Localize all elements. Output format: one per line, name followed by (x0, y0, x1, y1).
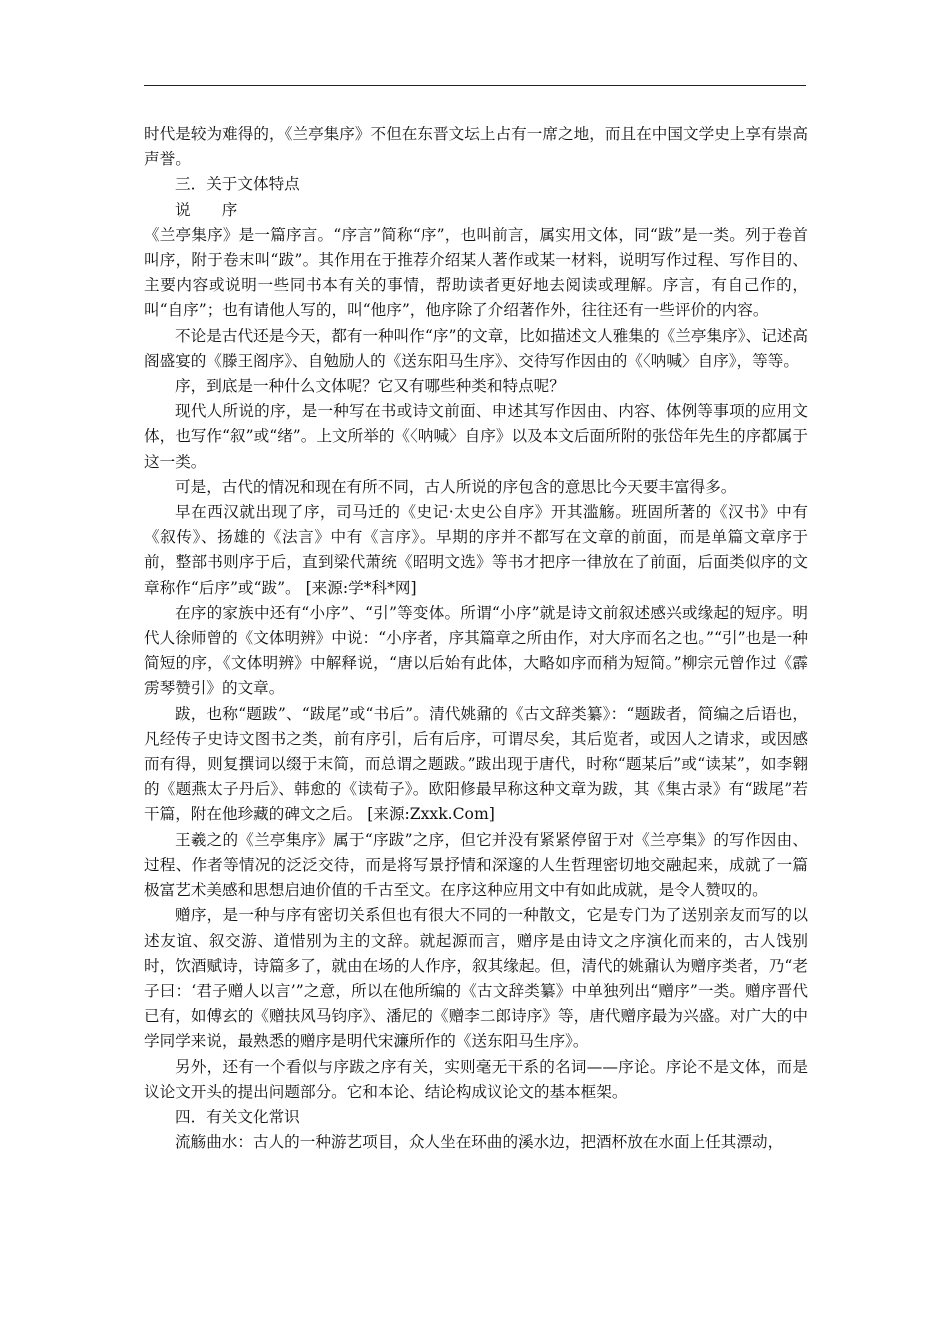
paragraph: 在序的家族中还有“小序”、“引”等变体。所谓“小序”就是诗文前叙述感兴或缘起的短序。明代人徐师曾的《文体明辨》中说：“小序者，序其篇章之所由作，对大序而名之也。”“引”也是一种简短的序，《文体明辨》中解释说，“唐以后始有此体，大略如序而稍为短简。”柳宗元曾作过《霹雳琴赞引》的文章。 (144, 603, 808, 698)
paragraph: 跋，也称“题跋”、“跋尾”或“书后”。清代姚鼐的《古文辞类纂》：“题跋者，简编之后语也，凡经传子史诗文图书之类，前有序引，后有后序，可谓尽矣，其后览者，或因人之请求，或因感而有得，则复撰词以缀于末简，而总谓之题跋。”跋出现于唐代，时称“题某后”或“读某”，如李翱的《题燕太子丹后》、韩愈的《读荀子》。欧阳修最早称这种文章为跋，其《集古录》有“跋尾”若干篇，附在他珍藏的碑文之后。 [来源:Zxxk.Com] (144, 704, 808, 824)
paragraph: 《兰亭集序》是一篇序言。“序言”简称“序”，也叫前言，属实用文体，同“跋”是一类。列于卷首叫序，附于卷末叫“跋”。其作用在于推荐介绍某人著作或某一材料，说明写作过程、写作目的、主要内容或说明一些同书本有关的事情，帮助读者更好地去阅读或理解。序言，有自己作的，叫“自序”；也有请他人写的，叫“他序”，他序除了介绍著作外，往往还有一些评价的内容。 (144, 225, 808, 320)
section-heading: 三．关于文体特点 (175, 175, 300, 194)
paragraph: 现代人所说的序，是一种写在书或诗文前面、申述其写作因由、内容、体例等事项的应用文体，也写作“叙”或“绪”。上文所举的《〈呐喊〉自序》以及本文后面所附的张岱年先生的序都属于这一类。 (144, 402, 808, 471)
paragraph: 序，到底是一种什么文体呢？它又有哪些种类和特点呢？ (175, 377, 565, 396)
paragraph: 早在西汉就出现了序，司马迁的《史记·太史公自序》开其滥觞。班固所著的《汉书》中有《叙传》、扬雄的《法言》中有《言序》。早期的序并不都写在文章的前面，而是单篇文章序于前，整部书则序于后，直到梁代萧统《昭明文选》等书才把序一律放在了前面，后面类似序的文章称作“后序”或“跋”。 [来源:学*科*网] (144, 503, 808, 597)
paragraph: 不论是古代还是今天，都有一种叫作“序”的文章，比如描述文人雅集的《兰亭集序》、记述高阁盛宴的《滕王阁序》、自勉励人的《送东阳马生序》、交待写作因由的《〈呐喊〉自序》，等等。 (144, 326, 808, 370)
paragraph: 时代是较为难得的，《兰亭集序》不但在东晋文坛上占有一席之地，而且在中国文学史上享有崇高声誉。 (144, 125, 808, 169)
document-body (144, 122, 808, 1155)
paragraph: 王羲之的《兰亭集序》属于“序跋”之序，但它并没有紧紧停留于对《兰亭集》的写作因由、过程、作者等情况的泛泛交待，而是将写景抒情和深邃的人生哲理密切地交融起来，成就了一篇极富艺术美感和思想启迪价值的千古至文。在序这种应用文中有如此成就，是令人赞叹的。 (144, 830, 808, 900)
paragraph: 可是，古代的情况和现在有所不同，古人所说的序包含的意思比今天要丰富得多。 (175, 477, 737, 496)
paragraph: 另外，还有一个看似与序跋之序有关，实则毫无干系的名词——序论。序论不是文体，而是议论文开头的提出问题部分。它和本论、结论构成议论文的基本框架。 (144, 1057, 808, 1101)
paragraph: 流觞曲水：古人的一种游艺项目，众人坐在环曲的溪水边，把酒杯放在水面上任其漂动， (175, 1133, 784, 1152)
subsection-heading: 说 序 (175, 200, 238, 219)
section-heading: 四．有关文化常识 (175, 1107, 300, 1126)
header-rule (144, 85, 806, 86)
paragraph: 赠序，是一种与序有密切关系但也有很大不同的一种散文，它是专门为了送别亲友而写的以述友谊、叙交游、道惜别为主的文辞。就起源而言，赠序是由诗文之序演化而来的，古人饯别时，饮酒赋诗，诗篇多了，就由在场的人作序，叙其缘起。但，清代的姚鼐认为赠序类者，乃“老子曰：‘君子赠人以言’”之意，所以在他所编的《古文辞类纂》中单独列出“赠序”一类。赠序晋代已有，如傅玄的《赠扶风马钧序》、潘尼的《赠李二郎诗序》等，唐代赠序最为兴盛。对广大的中学同学来说，最熟悉的赠序是明代宋濂所作的《送东阳马生序》。 (144, 906, 808, 1051)
